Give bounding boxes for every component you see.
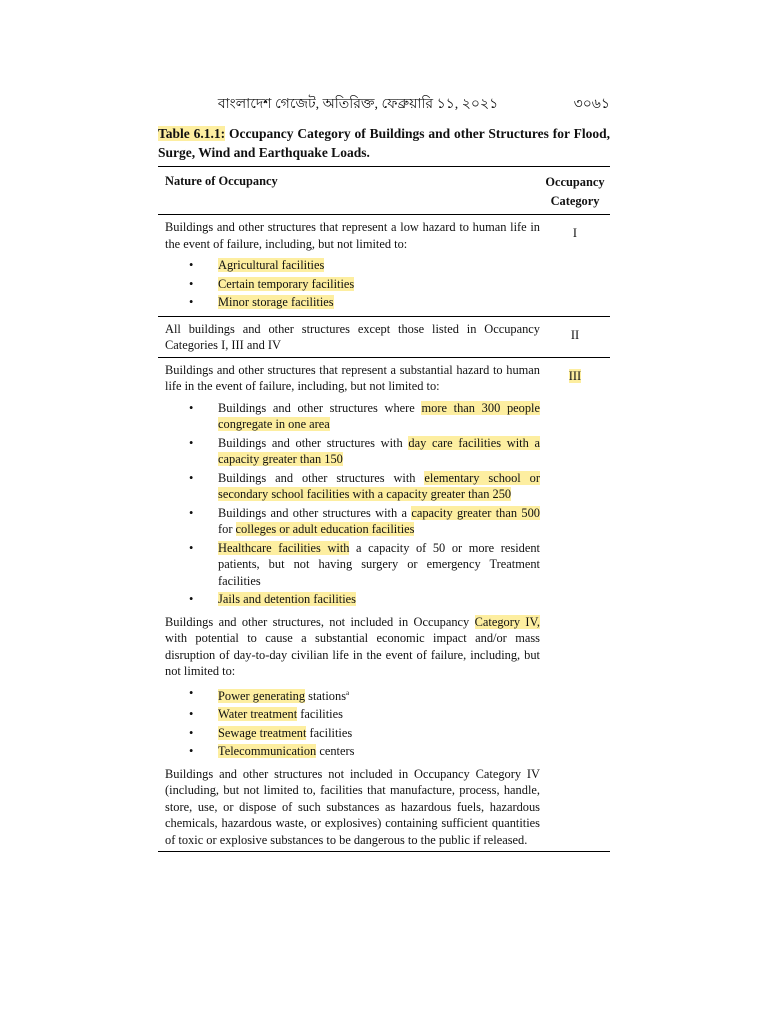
nature-column-header: Nature of Occupancy bbox=[165, 174, 278, 188]
category-cell: I bbox=[572, 226, 578, 240]
list-item bbox=[165, 294, 540, 311]
nature-cell bbox=[158, 317, 540, 357]
nature-cell bbox=[158, 215, 540, 316]
bullet-mark: • bbox=[189, 707, 194, 722]
bullet-mark: • bbox=[189, 592, 194, 606]
item-text: stations bbox=[305, 688, 347, 703]
bullet-mark: • bbox=[189, 258, 194, 272]
category-value: III bbox=[568, 368, 582, 383]
item-text: facilities bbox=[297, 707, 343, 722]
item-highlight: more than 300 people congregate in one area bbox=[218, 400, 540, 431]
item-highlight: colleges or adult education facilities bbox=[235, 522, 415, 536]
table-label: Table 6.1.1: bbox=[158, 126, 226, 141]
nature-cell bbox=[158, 358, 540, 852]
bullet-mark: • bbox=[189, 400, 194, 415]
list-item bbox=[165, 685, 540, 705]
occupancy-table bbox=[158, 166, 610, 852]
item-highlight: day care facilities with a capacity greater than 150 bbox=[218, 435, 541, 466]
item-highlight: Healthcare facilities with bbox=[218, 540, 350, 555]
bullet-list bbox=[165, 257, 540, 311]
list-item bbox=[165, 591, 540, 608]
item-text: Buildings and other structures with bbox=[218, 435, 409, 450]
bullet-mark: • bbox=[189, 505, 194, 520]
bullet-mark: • bbox=[189, 276, 194, 291]
page-header bbox=[158, 92, 610, 112]
item-highlight: Sewage treatment bbox=[218, 725, 307, 740]
table-caption bbox=[158, 124, 610, 162]
item-highlight: Jails and detention facilities bbox=[218, 592, 356, 606]
table-row bbox=[158, 358, 610, 852]
list-item bbox=[165, 743, 540, 760]
list-item bbox=[165, 257, 540, 274]
item-text: for bbox=[218, 522, 236, 536]
category-column-header bbox=[540, 173, 610, 211]
table-header-row bbox=[158, 167, 610, 215]
item-text: Minor storage facilities bbox=[218, 295, 334, 309]
item-text: Buildings and other structures with a bbox=[218, 505, 412, 520]
item-text: Buildings and other structures where bbox=[218, 400, 422, 415]
item-highlight: Water treatment bbox=[218, 707, 298, 722]
row-intro: Buildings and other structures that represent a low hazard to human life in the event of failure, including, but not limited to: bbox=[165, 220, 540, 251]
list-item bbox=[165, 540, 540, 590]
bullet-mark: • bbox=[189, 470, 194, 485]
list-item bbox=[165, 706, 540, 723]
bullet-mark: • bbox=[189, 685, 194, 700]
list-item bbox=[165, 435, 540, 468]
row-paragraph: Buildings and other structures not included in Occupancy Category IV (including, but not limited to, facilities that manufacture, process, handle, store, use, or dispose of such substances as hazardous fuels, hazardous chemicals, hazardous waste, or explosives) containing sufficient quantities of toxic or explosive substances to be dangerous to the public if released. bbox=[165, 766, 540, 847]
item-text: a capacity of 50 or more resident patients, but not having surgery or emergency Treatment facilities bbox=[218, 540, 540, 588]
category-header-line1: Occupancy bbox=[545, 175, 605, 189]
category-cell: II bbox=[570, 327, 580, 342]
table-title: Occupancy Category of Buildings and other Structures for Flood, Surge, Wind and Earthquake Loads. bbox=[158, 126, 611, 160]
category-header-line2: Category bbox=[550, 194, 600, 208]
para-text: with potential to cause a substantial economic impact and/or mass disruption of day-to-day civilian life in the event of failure, including, but not limited to: bbox=[165, 631, 540, 678]
item-text: Certain temporary facilities bbox=[218, 276, 355, 291]
table-row bbox=[158, 317, 610, 358]
list-item bbox=[165, 505, 540, 538]
item-highlight: capacity greater than 500 bbox=[411, 505, 540, 520]
page-number: ৩০৬১ bbox=[573, 97, 610, 112]
bullet-mark: • bbox=[189, 725, 194, 740]
item-text: Buildings and other structures with bbox=[218, 470, 425, 485]
bullet-mark: • bbox=[189, 540, 194, 555]
list-item bbox=[165, 470, 540, 503]
list-item bbox=[165, 725, 540, 742]
item-highlight: elementary school or secondary school facilities with a capacity greater than 250 bbox=[218, 470, 541, 501]
gazette-title: বাংলাদেশ গেজেট, অতিরিক্ত, ফেব্রুয়ারি ১১, ২০২১ bbox=[217, 97, 499, 112]
row-text: All buildings and other structures except those listed in Occupancy Categories I, III and IV bbox=[165, 321, 540, 352]
bullet-mark: • bbox=[189, 435, 194, 450]
table-row bbox=[158, 215, 610, 317]
row-intro: Buildings and other structures that represent a substantial hazard to human life in the event of failure, including, but not limited to: bbox=[165, 362, 540, 393]
para-text: Buildings and other structures, not included in Occupancy bbox=[165, 614, 475, 629]
bullet-mark: • bbox=[189, 744, 194, 759]
bullet-mark: • bbox=[189, 295, 194, 309]
bullet-list bbox=[165, 685, 540, 760]
item-text: facilities bbox=[306, 725, 353, 740]
bullet-list bbox=[165, 400, 540, 608]
category-cell bbox=[540, 358, 610, 852]
list-item bbox=[165, 400, 540, 433]
row-paragraph bbox=[165, 614, 540, 680]
item-highlight: Telecommunication bbox=[218, 744, 317, 759]
item-text: centers bbox=[316, 744, 355, 759]
list-item bbox=[165, 276, 540, 293]
para-highlight: Category IV, bbox=[474, 614, 540, 629]
item-highlight: Power generating bbox=[218, 688, 306, 703]
item-text: Agricultural facilities bbox=[218, 258, 325, 272]
footnote-marker: a bbox=[346, 688, 350, 697]
